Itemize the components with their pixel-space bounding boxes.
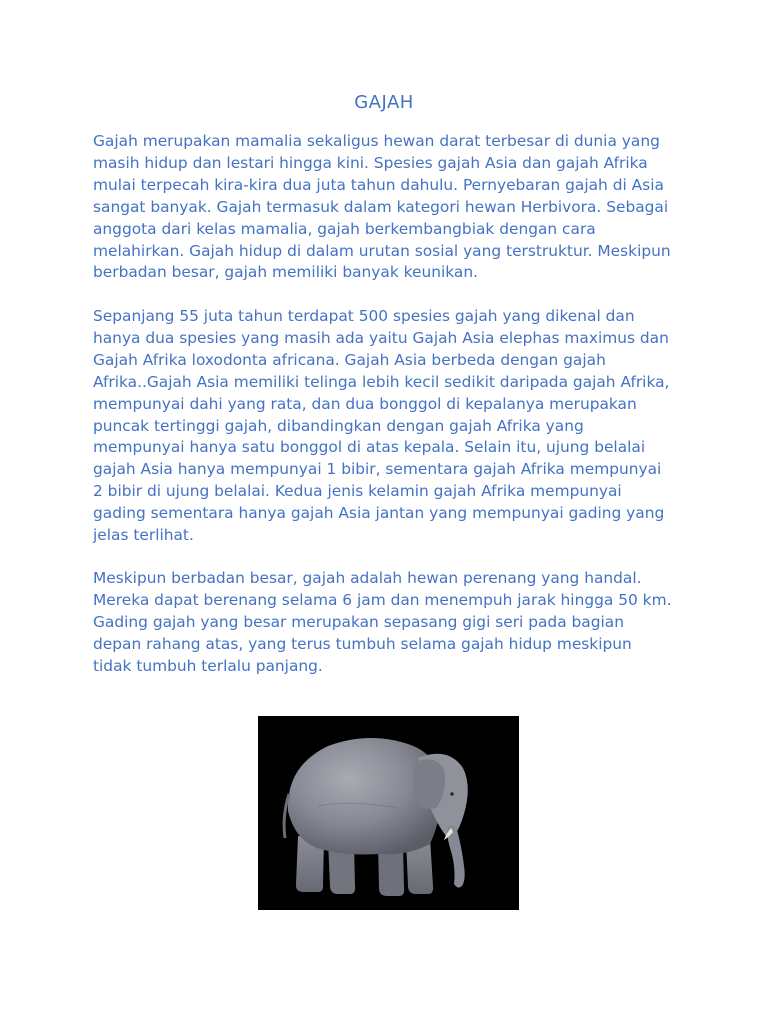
page-title: GAJAH	[354, 92, 414, 113]
elephant-figure	[258, 716, 519, 910]
elephant-photo-icon	[258, 716, 519, 910]
paragraph-3: Meskipun berbadan besar, gajah adalah hewan perenang yang handal. Mereka dapat berenang selama 6 jam dan menempuh jarak hingga 50 km. Gading gajah yang besar merupakan sepasang gigi seri pada bagian depan rahang atas, yang terus tumbuh selama gajah hidup meskipun tidak tumbuh terlalu panjang.	[93, 569, 672, 675]
paragraph-1: Gajah merupakan mamalia sekaligus hewan darat terbesar di dunia yang masih hidup dan lestari hingga kini. Spesies gajah Asia dan gajah Afrika mulai terpecah kira-kira dua juta tahun dahulu. Pernyebaran gajah di Asia sangat banyak. Gajah termasuk dalam kategori hewan Herbivora. Sebagai anggota dari kelas mamalia, gajah berkembangbiak dengan cara melahirkan. Gajah hidup di dalam urutan sosial yang terstruktur. Meskipun berbadan besar, gajah memiliki banyak keunikan.	[93, 132, 671, 282]
paragraph-2: Sepanjang 55 juta tahun terdapat 500 spesies gajah yang dikenal dan hanya dua spesies yang masih ada yaitu Gajah Asia elephas maximus dan Gajah Afrika loxodonta africana. Gajah Asia berbeda dengan gajah Afrika..Gajah Asia memiliki telinga lebih kecil sedikit daripada gajah Afrika, mempunyai dahi yang rata, dan dua bonggol di kepalanya merupakan puncak tertinggi gajah, dibandingkan dengan gajah Afrika yang mempunyai hanya satu bonggol di atas kepala. Selain itu, ujung belalai gajah Asia hanya mempunyai 1 bibir, sementara gajah Afrika mempunyai 2 bibir di ujung belalai. Kedua jenis kelamin gajah Afrika mempunyai gading sementara hanya gajah Asia jantan yang mempunyai gading yang jelas terlihat.	[93, 307, 670, 545]
